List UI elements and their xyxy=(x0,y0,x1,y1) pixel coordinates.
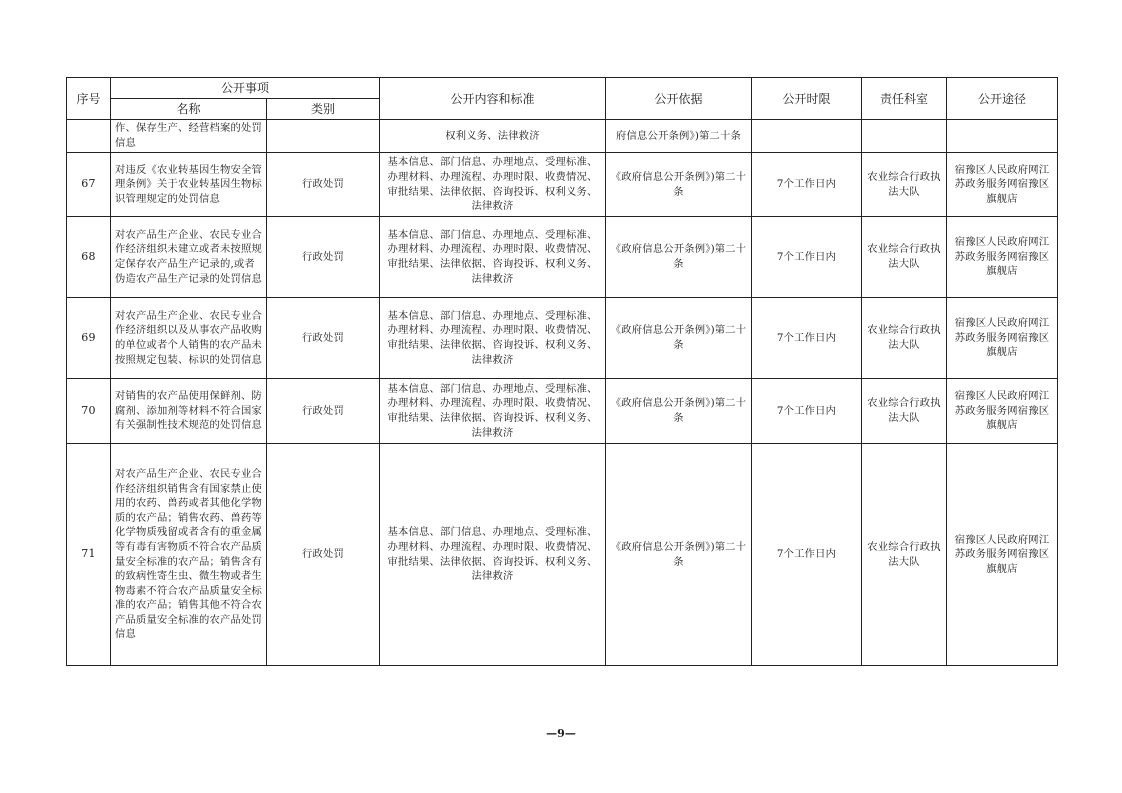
row-time-limit: 7个工作日内 xyxy=(752,217,862,298)
row-category: 行政处罚 xyxy=(267,379,380,444)
disclosure-table xyxy=(66,77,1058,666)
row-content: 基本信息、部门信息、办理地点、受理标准、办理材料、办理流程、办理时限、收费情况、审批结果、法律依据、咨询投诉、权利义务、法律救济 xyxy=(380,444,606,666)
header-channel: 公开途径 xyxy=(947,78,1058,120)
continuation-row xyxy=(67,120,1058,153)
row-name: 对违反《农业转基因生物安全管理条例》关于农业转基因生物标识管理规定的处罚信息 xyxy=(111,153,267,217)
cont-category xyxy=(267,120,380,153)
row-dept: 农业综合行政执法大队 xyxy=(862,153,947,217)
page-number: —9— xyxy=(546,727,576,740)
row-seq: 69 xyxy=(67,298,111,379)
row-dept: 农业综合行政执法大队 xyxy=(862,298,947,379)
table-row xyxy=(67,153,1058,217)
header-row-1 xyxy=(67,78,1058,99)
row-name: 对农产品生产企业、农民专业合作经济组织未建立或者未按照规定保存农产品生产记录的,或者伪造农产品生产记录的处罚信息 xyxy=(111,217,267,298)
header-content: 公开内容和标准 xyxy=(380,78,606,120)
cont-seq xyxy=(67,120,111,153)
header-public-item: 公开事项 xyxy=(111,78,380,99)
row-content: 基本信息、部门信息、办理地点、受理标准、办理材料、办理流程、办理时限、收费情况、审批结果、法律依据、咨询投诉、权利义务、法律救济 xyxy=(380,298,606,379)
header-time-limit: 公开时限 xyxy=(752,78,862,120)
header-name: 名称 xyxy=(111,99,267,120)
row-content: 基本信息、部门信息、办理地点、受理标准、办理材料、办理流程、办理时限、收费情况、审批结果、法律依据、咨询投诉、权利义务、法律救济 xyxy=(380,379,606,444)
row-seq: 71 xyxy=(67,444,111,666)
row-seq: 68 xyxy=(67,217,111,298)
row-category: 行政处罚 xyxy=(267,217,380,298)
header-seq: 序号 xyxy=(67,78,111,120)
cont-basis: 府信息公开条例》)第二十条 xyxy=(606,120,752,153)
row-name: 对农产品生产企业、农民专业合作经济组织销售含有国家禁止使用的农药、兽药或者其他化学物质的农产品；销售农药、兽药等化学物质残留或者含有的重金属等有毒有害物质不符合农产品质量安全标准的农产品；销售含有的致病性寄生虫、微生物或者生物毒素不符合农产品质量安全标准的农产品；销售其他不符合农产品质量安全标准的农产品处罚信息 xyxy=(111,444,267,666)
row-time-limit: 7个工作日内 xyxy=(752,153,862,217)
header-basis: 公开依据 xyxy=(606,78,752,120)
table-row xyxy=(67,379,1058,444)
header-category: 类别 xyxy=(267,99,380,120)
cont-channel xyxy=(947,120,1058,153)
row-category: 行政处罚 xyxy=(267,444,380,666)
row-content: 基本信息、部门信息、办理地点、受理标准、办理材料、办理流程、办理时限、收费情况、审批结果、法律依据、咨询投诉、权利义务、法律救济 xyxy=(380,153,606,217)
header-dept: 责任科室 xyxy=(862,78,947,120)
row-channel: 宿豫区人民政府网江苏政务服务网宿豫区旗舰店 xyxy=(947,153,1058,217)
row-category: 行政处罚 xyxy=(267,153,380,217)
row-channel: 宿豫区人民政府网江苏政务服务网宿豫区旗舰店 xyxy=(947,298,1058,379)
table-row xyxy=(67,298,1058,379)
row-name: 对销售的农产品使用保鲜剂、防腐剂、添加剂等材料不符合国家有关强制性技术规范的处罚信息 xyxy=(111,379,267,444)
row-basis: 《政府信息公开条例》)第二十条 xyxy=(606,298,752,379)
row-basis: 《政府信息公开条例》)第二十条 xyxy=(606,153,752,217)
cont-time-limit xyxy=(752,120,862,153)
cont-dept xyxy=(862,120,947,153)
row-category: 行政处罚 xyxy=(267,298,380,379)
row-basis: 《政府信息公开条例》)第二十条 xyxy=(606,379,752,444)
table-row xyxy=(67,217,1058,298)
row-basis: 《政府信息公开条例》)第二十条 xyxy=(606,444,752,666)
row-basis: 《政府信息公开条例》)第二十条 xyxy=(606,217,752,298)
row-channel: 宿豫区人民政府网江苏政务服务网宿豫区旗舰店 xyxy=(947,444,1058,666)
row-channel: 宿豫区人民政府网江苏政务服务网宿豫区旗舰店 xyxy=(947,217,1058,298)
row-name: 对农产品生产企业、农民专业合作经济组织以及从事农产品收购的单位或者个人销售的农产品未按照规定包装、标识的处罚信息 xyxy=(111,298,267,379)
cont-name: 作、保存生产、经营档案的处罚信息 xyxy=(111,120,267,153)
table-row xyxy=(67,444,1058,666)
row-dept: 农业综合行政执法大队 xyxy=(862,444,947,666)
row-dept: 农业综合行政执法大队 xyxy=(862,217,947,298)
row-seq: 67 xyxy=(67,153,111,217)
row-channel: 宿豫区人民政府网江苏政务服务网宿豫区旗舰店 xyxy=(947,379,1058,444)
row-dept: 农业综合行政执法大队 xyxy=(862,379,947,444)
cont-content: 权利义务、法律救济 xyxy=(380,120,606,153)
row-content: 基本信息、部门信息、办理地点、受理标准、办理材料、办理流程、办理时限、收费情况、审批结果、法律依据、咨询投诉、权利义务、法律救济 xyxy=(380,217,606,298)
row-seq: 70 xyxy=(67,379,111,444)
row-time-limit: 7个工作日内 xyxy=(752,379,862,444)
row-time-limit: 7个工作日内 xyxy=(752,444,862,666)
row-time-limit: 7个工作日内 xyxy=(752,298,862,379)
